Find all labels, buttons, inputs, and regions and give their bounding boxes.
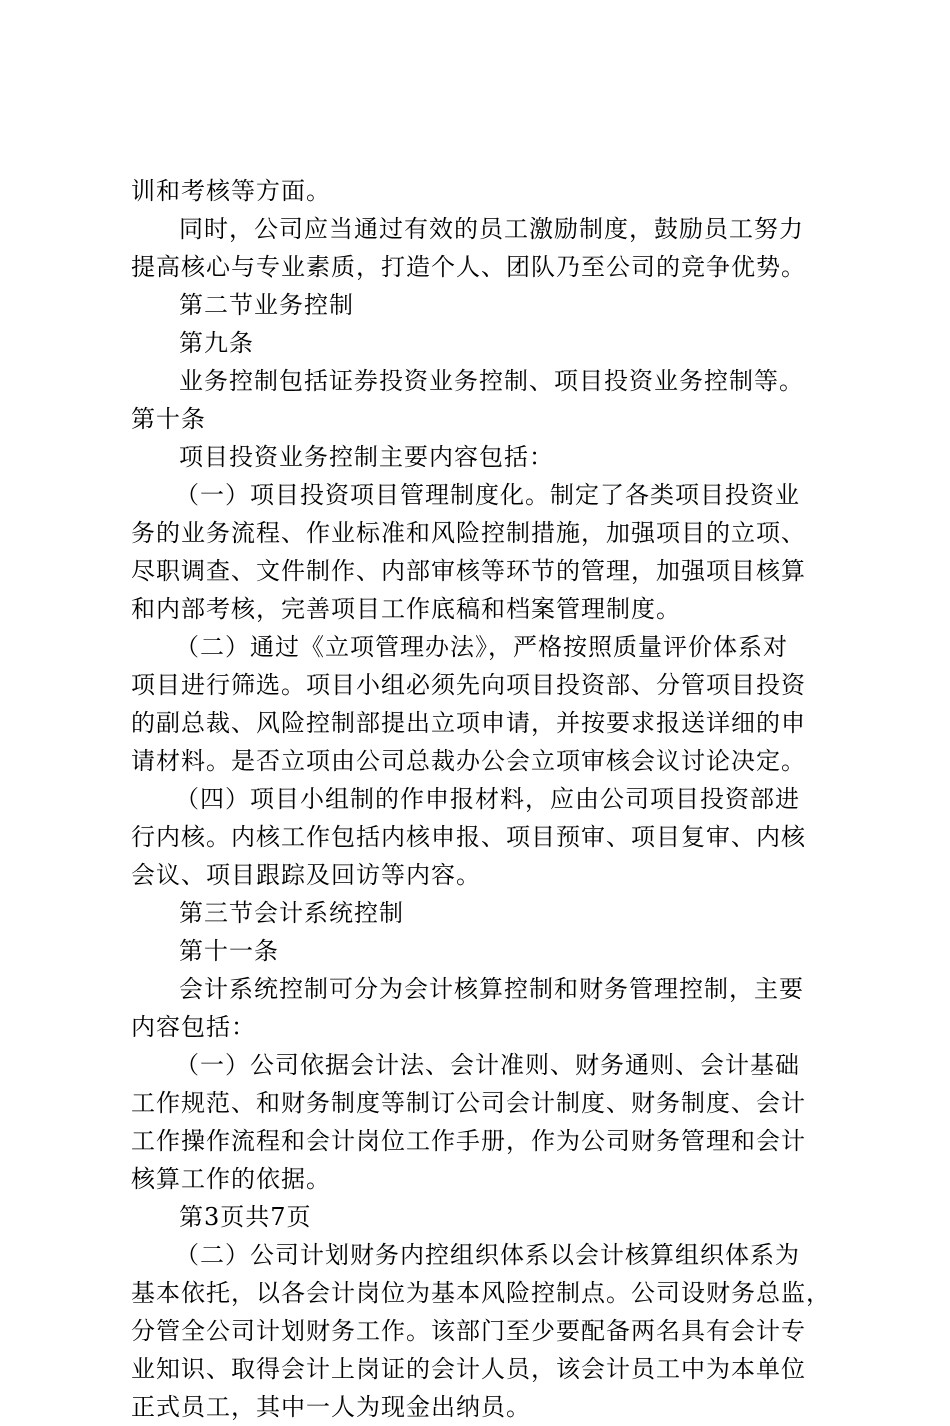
paragraph-line: 务的业务流程、作业标准和风险控制措施，加强项目的立项、 (131, 519, 806, 547)
paragraph-line: 正式员工，其中一人为现金出纳员。 (131, 1393, 531, 1421)
section-heading: 第三节会计系统控制 (179, 899, 404, 927)
section-heading: 第二节业务控制 (179, 291, 354, 319)
paragraph-line: 核算工作的依据。 (131, 1165, 331, 1193)
paragraph-line: 行内核。内核工作包括内核申报、项目预审、项目复审、内核 (131, 823, 806, 851)
paragraph-line: （一）公司依据会计法、会计准则、财务通则、会计基础 (175, 1051, 800, 1079)
paragraph-line: 工作操作流程和会计岗位工作手册，作为公司财务管理和会计 (131, 1127, 806, 1155)
document-body (131, 172, 831, 1426)
paragraph-line: 分管全公司计划财务工作。该部门至少要配备两名具有会计专 (131, 1317, 806, 1345)
article-heading: 第十一条 (179, 937, 279, 965)
paragraph-line: 会议、项目跟踪及回访等内容。 (131, 861, 481, 889)
paragraph-line: 和内部考核，完善项目工作底稿和档案管理制度。 (131, 595, 681, 623)
article-heading: 第九条 (179, 329, 254, 357)
paragraph-line: 会计系统控制可分为会计核算控制和财务管理控制，主要 (179, 975, 804, 1003)
paragraph-line: 业知识、取得会计上岗证的会计人员，该会计员工中为本单位 (131, 1355, 806, 1383)
paragraph-line: 提高核心与专业素质，打造个人、团队乃至公司的竞争优势。 (131, 253, 806, 281)
paragraph-line: 请材料。是否立项由公司总裁办公会立项审核会议讨论决定。 (131, 747, 806, 775)
paragraph-line: 工作规范、和财务制度等制订公司会计制度、财务制度、会计 (131, 1089, 806, 1117)
paragraph-line: 项目进行筛选。项目小组必须先向项目投资部、分管项目投资 (131, 671, 806, 699)
paragraph-line: （四）项目小组制的作申报材料，应由公司项目投资部进 (175, 785, 800, 813)
article-heading: 第十条 (131, 405, 206, 433)
paragraph-line: （二）公司计划财务内控组织体系以会计核算组织体系为 (175, 1241, 800, 1269)
paragraph-line: 同时，公司应当通过有效的员工激励制度，鼓励员工努力 (179, 215, 804, 243)
page-number: 第3页共7页 (179, 1203, 312, 1231)
paragraph-line: 训和考核等方面。 (131, 177, 331, 205)
paragraph-line: 业务控制包括证券投资业务控制、项目投资业务控制等。 (179, 367, 804, 395)
paragraph-line: 的副总裁、风险控制部提出立项申请，并按要求报送详细的申 (131, 709, 806, 737)
paragraph-line: 项目投资业务控制主要内容包括： (179, 443, 554, 471)
paragraph-line: 内容包括： (131, 1013, 256, 1041)
paragraph-line: （一）项目投资项目管理制度化。制定了各类项目投资业 (175, 481, 800, 509)
paragraph-line: （二）通过《立项管理办法》，严格按照质量评价体系对 (175, 633, 788, 661)
paragraph-line: 基本依托，以各会计岗位为基本风险控制点。公司设财务总监， (131, 1279, 831, 1307)
paragraph-line: 尽职调查、文件制作、内部审核等环节的管理，加强项目核算 (131, 557, 806, 585)
